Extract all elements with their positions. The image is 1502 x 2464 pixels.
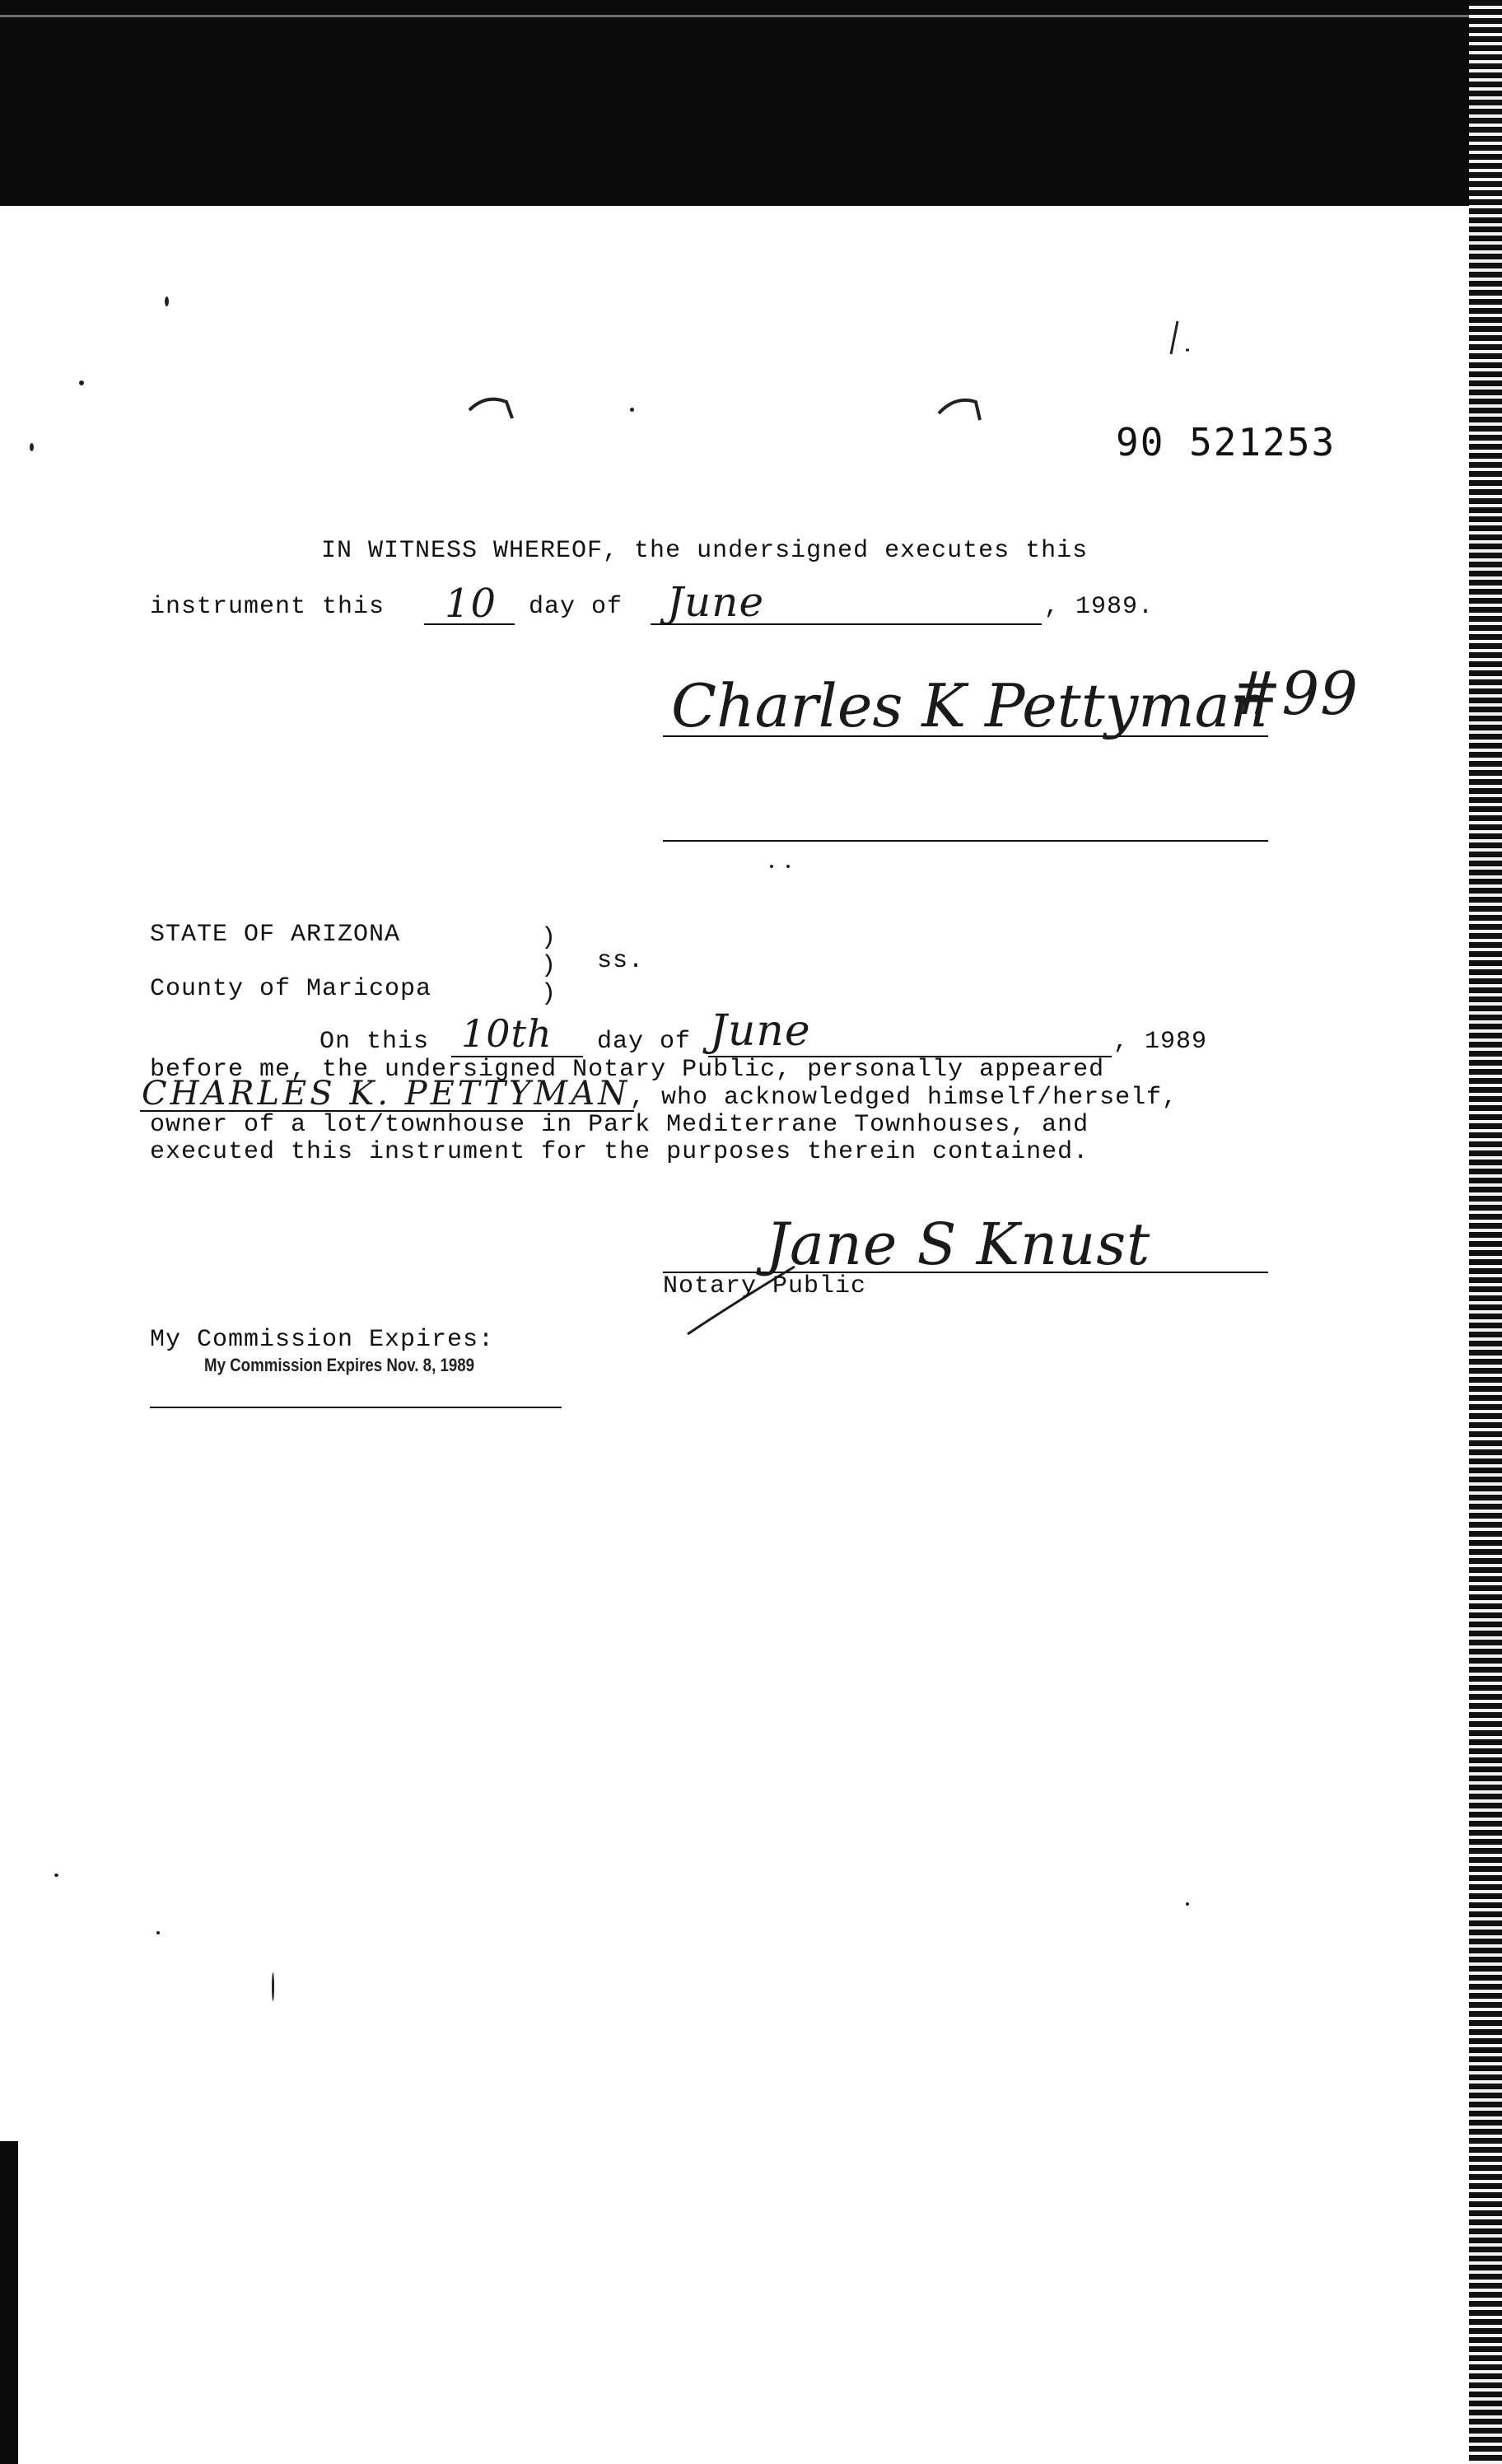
- witness-year: , 1989.: [1044, 593, 1154, 621]
- ack-on-this: On this: [320, 1028, 430, 1056]
- ack-line-3: , who acknowledged himself/herself,: [630, 1084, 1178, 1112]
- second-signature-line: [663, 840, 1268, 842]
- ss-label: ss.: [597, 947, 645, 975]
- notary-signature: Jane S Knust: [766, 1211, 1151, 1278]
- scan-top-border: [0, 0, 1502, 206]
- scan-speck: [30, 443, 34, 451]
- scan-speck: [272, 1972, 274, 2001]
- scan-right-border: [1469, 0, 1502, 2464]
- scan-speck: [786, 865, 790, 868]
- scan-speck: [770, 865, 773, 868]
- ack-day-of: day of: [597, 1028, 692, 1056]
- witness-month: June: [667, 578, 765, 626]
- scan-speck: [165, 296, 169, 306]
- scan-speck: [1186, 1902, 1189, 1906]
- svg-text:): ): [541, 980, 557, 1008]
- scan-speck: [79, 380, 84, 385]
- witness-line-2-start: instrument this: [150, 593, 385, 621]
- witness-day: 10: [445, 581, 497, 627]
- punch-mark: [461, 387, 543, 436]
- punch-mark: [931, 387, 1013, 436]
- ack-line-4: owner of a lot/townhouse in Park Mediterrane Townhouses, and: [150, 1111, 1089, 1139]
- venue-brackets: [539, 921, 564, 1011]
- ack-line-2: before me, the undersigned Notary Public, personally appeared: [150, 1056, 1105, 1084]
- ack-line-5: executed this instrument for the purposes therein contained.: [150, 1138, 1089, 1166]
- document-number: 90 521253: [1116, 420, 1336, 464]
- scan-speck: [630, 408, 634, 412]
- state-label: STATE OF ARIZONA: [150, 921, 401, 949]
- commission-stamp: My Commission Expires Nov. 8, 1989: [204, 1355, 475, 1375]
- corner-mark: [1153, 313, 1219, 362]
- ack-day: 10th: [461, 1011, 553, 1056]
- witness-line-1: IN WITNESS WHEREOF, the undersigned executes this: [321, 537, 1089, 565]
- notary-public-label: Notary Public: [663, 1272, 867, 1300]
- scan-speck: [156, 1931, 160, 1934]
- scan-speck: [54, 1874, 58, 1877]
- svg-text:): ): [541, 924, 557, 952]
- commission-underline: [150, 1407, 562, 1408]
- signatory-signature: Charles K Pettyman: [671, 671, 1268, 740]
- witness-day-of: day of: [529, 593, 623, 621]
- county-label: County of Maricopa: [150, 975, 432, 1003]
- commission-label: My Commission Expires:: [150, 1326, 495, 1354]
- ack-month: June: [710, 1006, 811, 1056]
- signatory-number: #99: [1231, 659, 1359, 728]
- scan-left-border: [0, 2141, 18, 2464]
- appeared-name: CHARLES K. PETTYMAN: [142, 1075, 631, 1113]
- ack-year: , 1989: [1113, 1028, 1208, 1056]
- svg-text:): ): [541, 952, 557, 980]
